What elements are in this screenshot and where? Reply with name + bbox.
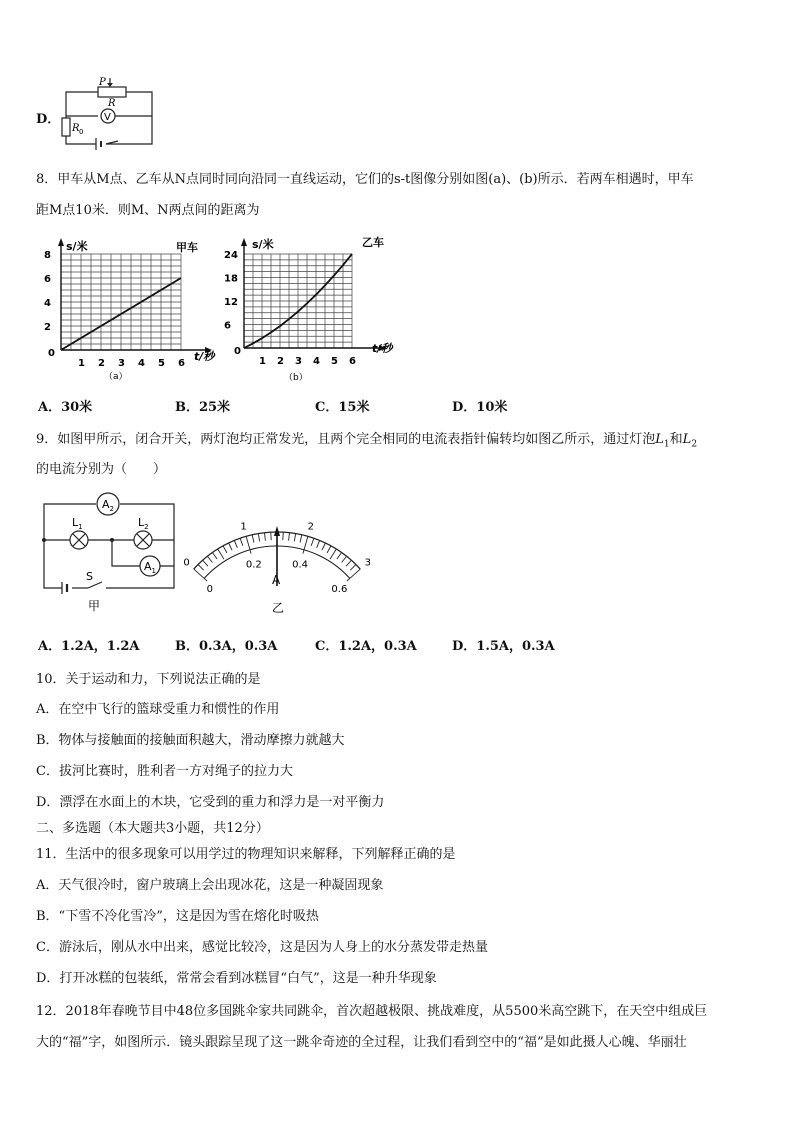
q9-ammeter-caption: 乙 [272,601,285,615]
q11-option-b[interactable]: B．“下雪不冷化雪冷”，这是因为雪在熔化时吸热 [36,909,319,924]
q8-option-b[interactable]: B．25米 [175,400,231,415]
q11-stem: 11．生活中的很多现象可以用学过的物理知识来解释，下列解释正确的是 [36,847,456,862]
q12-line1: 12．2018年春晚节目中48位多国跳伞家共同跳伞，首次超越极限、挑战难度，从5500米高空跳下，在天空中组成巨 [36,1004,708,1019]
chart-a-caption: （a） [104,372,128,382]
chart-a-ytick: 4 [44,298,51,309]
chart-b-xtick: 2 [277,356,284,367]
q9-a1-label: $A_1$ [144,560,156,575]
ammeter-outer-tick: 2 [307,521,315,533]
chart-a-xlabel: t/秒 [194,350,215,363]
q8-option-a[interactable]: A．30米 [38,400,93,415]
chart-b-xtick: 3 [295,356,302,367]
q11-option-d[interactable]: D．打开冰糕的包装纸，常常会看到冰糕冒“白气”，这是一种升华现象 [36,971,437,986]
ammeter-outer-tick: 3 [364,557,372,569]
chart-a-origin: 0 [48,348,55,359]
chart-b-xtick: 5 [331,356,338,367]
q9-circuit-caption: 甲 [88,599,101,613]
q8-stem-line2: 距M点10米．则M、N两点间的距离为 [36,203,260,218]
q12-line2: 大的“福”字，如图所示．镜头跟踪呈现了这一跳伞奇迹的全过程，让我们看到空中的“福”是如此摄人心魄、华丽壮 [36,1035,687,1050]
chart-b-ytick: 12 [224,297,238,308]
q9-ammeter-dial [183,494,372,616]
q9-circuit [36,488,186,614]
ammeter-outer-tick: 1 [240,521,247,533]
q10-stem: 10．关于运动和力，下列说法正确的是 [36,672,261,687]
chart-a-xtick: 1 [78,358,85,369]
q7-r-label: R [108,98,116,109]
ammeter-inner-tick: 0.4 [292,559,309,571]
chart-b-xlabel: t/秒 [372,342,393,355]
chart-b-xtick: 1 [259,356,266,367]
q10-option-c[interactable]: C．拔河比赛时，胜利者一方对绳子的拉力大 [36,764,293,779]
ammeter-inner-tick: 0.2 [245,559,262,571]
chart-a-xtick: 2 [98,358,105,369]
q9-l1-label: $L_1$ [72,516,83,531]
chart-b-origin: 0 [234,346,241,357]
q9-l2-label: $L_2$ [138,516,149,531]
q7-p-label: P [99,77,106,88]
q8-stem-line1: 8．甲车从M点、乙车从N点同时同向沿同一直线运动，它们的s-t图像分别如图(a)、(b)所示．若两车相遇时，甲车 [36,172,694,187]
chart-b-grid [244,254,352,348]
chart-b-xtick: 4 [313,356,320,367]
chart-b-caption: （b） [284,373,308,383]
chart-a-ylabel: s/米 [66,240,88,253]
q7-v-label: V [104,112,111,123]
q7-r0-sub: 0 [79,128,84,136]
chart-a-ytick: 2 [44,322,51,333]
chart-b-ytick: 6 [224,320,231,332]
ammeter-outer-tick: 0 [183,557,190,569]
q10-option-b[interactable]: B．物体与接触面的接触面积越大，滑动摩擦力就越大 [36,733,345,748]
q9-a2-label: $A_2$ [102,498,114,513]
chart-b-ytick: 24 [224,250,238,261]
q8-option-c[interactable]: C．15米 [315,400,370,415]
q9-switch-label: S [86,570,93,583]
q9-option-a[interactable]: A．1.2A，1.2A [38,639,140,654]
q7-option-d-circuit [56,76,166,156]
q9-needle-tip [274,526,280,536]
q9-option-c[interactable]: C．1.2A，0.3A [315,639,417,654]
chart-a-xtick: 6 [178,358,185,369]
q11-option-a[interactable]: A．天气很冷时，窗户玻璃上会出现冰花，这是一种凝固现象 [36,878,384,893]
q10-option-d[interactable]: D．漂浮在水面上的木块，它受到的重力和浮力是一对平衡力 [36,795,385,810]
q9-stem-line2: 的电流分别为（ ） [36,462,167,477]
q7-option-d-label: D． [36,112,61,127]
chart-a-xtick: 4 [138,358,145,369]
chart-a-title: 甲车 [176,241,198,254]
chart-b-y-arrow [241,238,247,246]
q8-chart-a [36,236,226,384]
ammeter-inner-tick: 0.6 [331,583,348,595]
ammeter-inner-tick: 0 [206,583,213,595]
q9-stem-line1: 9．如图甲所示，闭合开关，两灯泡均正常发光，且两个完全相同的电流表指针偏转均如图乙所示，通过灯泡$L_1$和$L_2$ [36,432,698,450]
chart-a-xtick: 3 [118,358,125,369]
chart-a-y-arrow [58,238,64,246]
q8-option-d[interactable]: D．10米 [452,400,508,415]
q11-option-c[interactable]: C．游泳后，刚从水中出来，感觉比较冷，这是因为人身上的水分蒸发带走热量 [36,940,488,955]
chart-b-ylabel: s/米 [252,238,274,251]
chart-a-ytick: 8 [44,250,51,261]
chart-a-ytick: 6 [44,274,51,285]
chart-a-grid [61,254,181,350]
q7-r0-label: R [72,123,80,134]
chart-b-title: 乙车 [362,236,384,249]
chart-b-ytick: 18 [224,273,238,285]
chart-b-xtick: 6 [349,356,356,367]
q9-option-b[interactable]: B．0.3A，0.3A [175,639,278,654]
chart-a-xtick: 5 [158,358,165,369]
q9-option-d[interactable]: D．1.5A，0.3A [452,639,555,654]
q9-ammeter-unit: A [272,573,281,587]
q10-option-a[interactable]: A．在空中飞行的篮球受重力和惯性的作用 [36,702,280,717]
section-2-title: 二、多选题（本大题共3小题，共12分） [36,821,269,836]
q8-chart-b [222,230,412,386]
